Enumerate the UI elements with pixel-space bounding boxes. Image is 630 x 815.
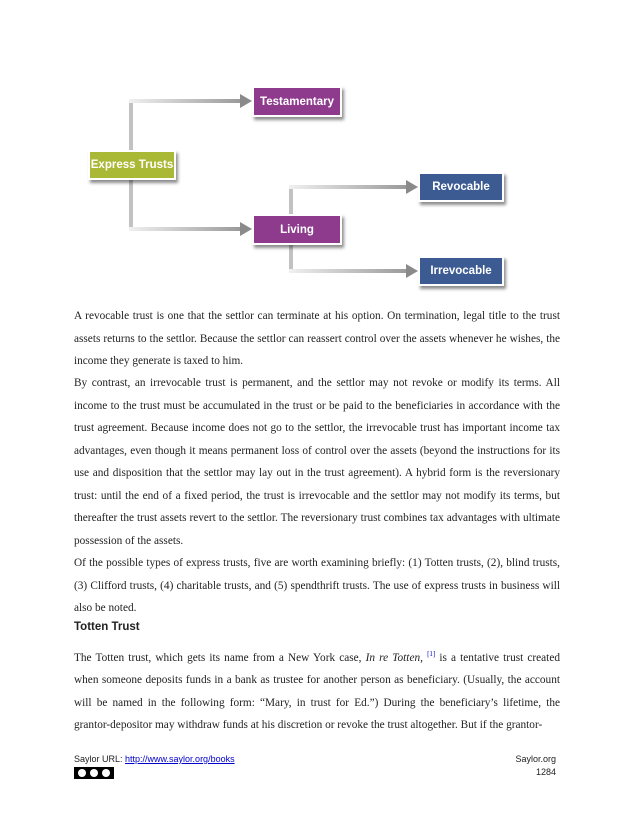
totten-text-b: , — [420, 651, 428, 664]
case-name: In re Totten — [365, 651, 421, 664]
node-living: Living — [252, 214, 342, 245]
totten-text-a: The Totten trust, which gets its name from a New York case, — [74, 651, 366, 664]
footer-label: Saylor URL: — [74, 754, 126, 764]
section-heading: Totten Trust — [74, 621, 140, 633]
totten-text-c: is a tentative trust created when someone deposits funds in a bank as trustee for another person as beneficiary. (Usually, the account will be named in the following form: “Mary, in trust for Ed.”) During the beneficiary’s lifetime, the grantor-depositor may withdraw funds at his discretion or revoke the trust altogether. But if the grantor- — [74, 651, 560, 732]
footer-url-line — [74, 754, 235, 764]
node-revocable: Revocable — [418, 172, 504, 202]
node-express-trusts: Express Trusts — [88, 150, 176, 180]
footer-site: Saylor.org — [515, 754, 556, 764]
paragraph-totten — [74, 643, 560, 737]
cc-license-icon — [74, 767, 114, 779]
node-irrevocable: Irrevocable — [418, 256, 504, 286]
paragraph-irrevocable: By contrast, an irrevocable trust is permanent, and the settlor may not revoke or modify its terms. All income to the trust must be accumulated in the trust or be paid to the beneficiaries in accordance with the trust agreement. Because income does not go to the settlor, the irrevocable trust has important income tax advantages, even though it means permanent loss of control over the assets (beyond the instructions for its use and disposition that the settlor may lay out in the trust agreement). A hybrid form is the reversionary trust: until the end of a fixed period, the trust is irrevocable and the settlor may not modify its terms, but thereafter the trust assets revert to the settlor. The reversionary trust combines tax advantages with ultimate possession of the assets. — [74, 377, 560, 547]
paragraph-types: Of the possible types of express trusts, five are worth examining briefly: (1) Totten trusts, (2), blind trusts, (3) Clifford trusts, (4) charitable trusts, and (5) spendthrift trusts. The use of express trusts in business will also be noted. — [74, 557, 560, 614]
paragraph-revocable: A revocable trust is one that the settlor can terminate at his option. On termination, legal title to the trust assets returns to the settlor. Because the settlor can reassert control over the assets whenever he wishes, the income they generate is taxed to him. — [74, 310, 560, 367]
footnote-link[interactable]: [1] — [427, 650, 436, 658]
page-number: 1284 — [535, 767, 556, 777]
footer-url-link[interactable]: http://www.saylor.org/books — [125, 754, 235, 764]
node-testamentary: Testamentary — [252, 86, 342, 117]
